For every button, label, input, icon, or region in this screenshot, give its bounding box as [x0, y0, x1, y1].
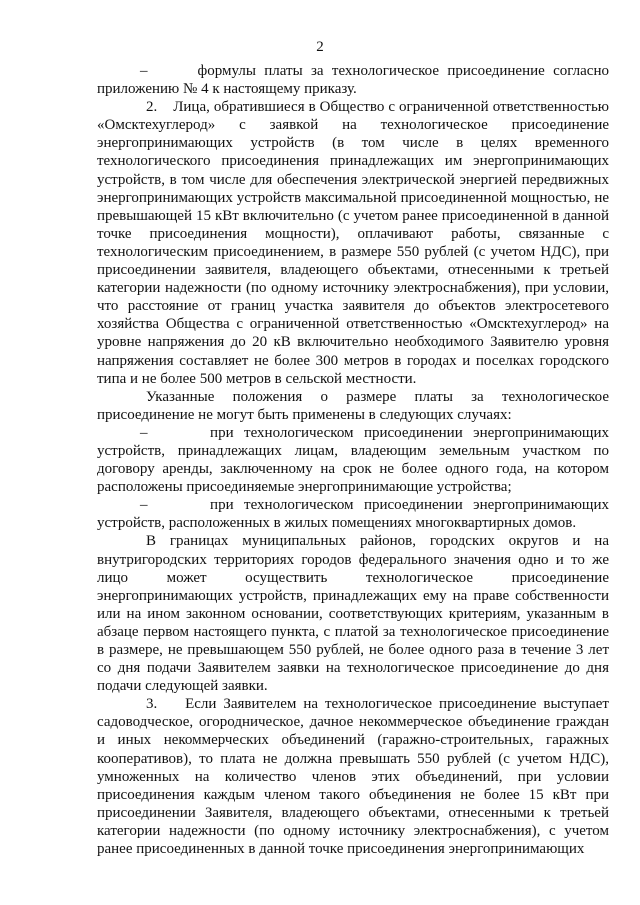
paragraph-exception-apartments: – при технологическом присоединении энергопринимающих устройств, расположенных в жилых помещениях многоквартирных домов.	[97, 497, 609, 532]
paragraph-exceptions-intro: Указанные положения о размере платы за технологическое присоединение не могут быть применены в следующих случаях:	[97, 388, 609, 423]
document-body	[97, 62, 609, 858]
page-number: 2	[316, 39, 324, 55]
paragraph-clause-2: 2. Лица, обратившиеся в Общество с ограниченной ответственностью «Омсктехуглерод» с заявкой на технологическое присоединение энергопринимающих устройств (в том числе в целях временного технологического присоединения принадлежащих им энергопринимающих устройств, в том числе для обеспечения электрической энергией передвижных энергопринимающих устройств максимальной присоединенной мощностью, не превышающей 15 кВт включительно (с учетом ранее присоединенной в данной точке присоединения мощности), оплачивают работы, связанные с технологическим присоединением, в размере 550 рублей (с учетом НДС), при присоединении заявителя, владеющего объектами, отнесенными к третьей категории надежности (по одному источнику электроснабжения), при условии, что расстояние от границ участка заявителя до объектов электросетевого хозяйства Общества с ограниченной ответственностью «Омсктехуглерод» на уровне напряжения до 20 кВ включительно необходимого Заявителю уровня напряжения составляет не более 300 метров в городах и поселках городского типа и не более 500 метров в сельской местности.	[97, 99, 609, 387]
paragraph-once-per-3-years: В границах муниципальных районов, городских округов и на внутригородских территориях городов федерального значения одно и то же лицо может осуществить технологическое присоединение энергопринимающих устройств, принадлежащих ему на праве собственности или на ином законном основании, соответствующих критериям, указанным в абзаце первом настоящего пункта, с платой за технологическое присоединение в размере, не превышающем 550 рублей, не более одного раза в течение 3 лет со дня подачи Заявителем заявки на технологическое присоединение до дня подачи следующей заявки.	[97, 533, 609, 695]
paragraph-exception-lease: – при технологическом присоединении энергопринимающих устройств, принадлежащих лицам, владеющим земельным участком по договору аренды, заключенному на срок не более одного года, на котором расположены присоединяемые энергопринимающие устройства;	[97, 424, 609, 496]
paragraph-formulas-item: – формулы платы за технологическое присоединение согласно приложению № 4 к настоящему приказу.	[97, 63, 609, 98]
paragraph-clause-3: 3. Если Заявителем на технологическое присоединение выступает садоводческое, огородническое, дачное некоммерческое объединение граждан и иных некоммерческих объединений (гаражно-строительных, гаражных кооперативов), то плата не должна превышать 550 рублей (с учетом НДС), умноженных на количество членов этих объединений, при условии присоединения каждым членом такого объединения не более 15 кВт при присоединении Заявителя, владеющего объектами, отнесенными к третьей категории надежности (по одному источнику электроснабжения), с учетом ранее присоединенных в данной точке присоединения энергопринимающих	[97, 696, 609, 858]
